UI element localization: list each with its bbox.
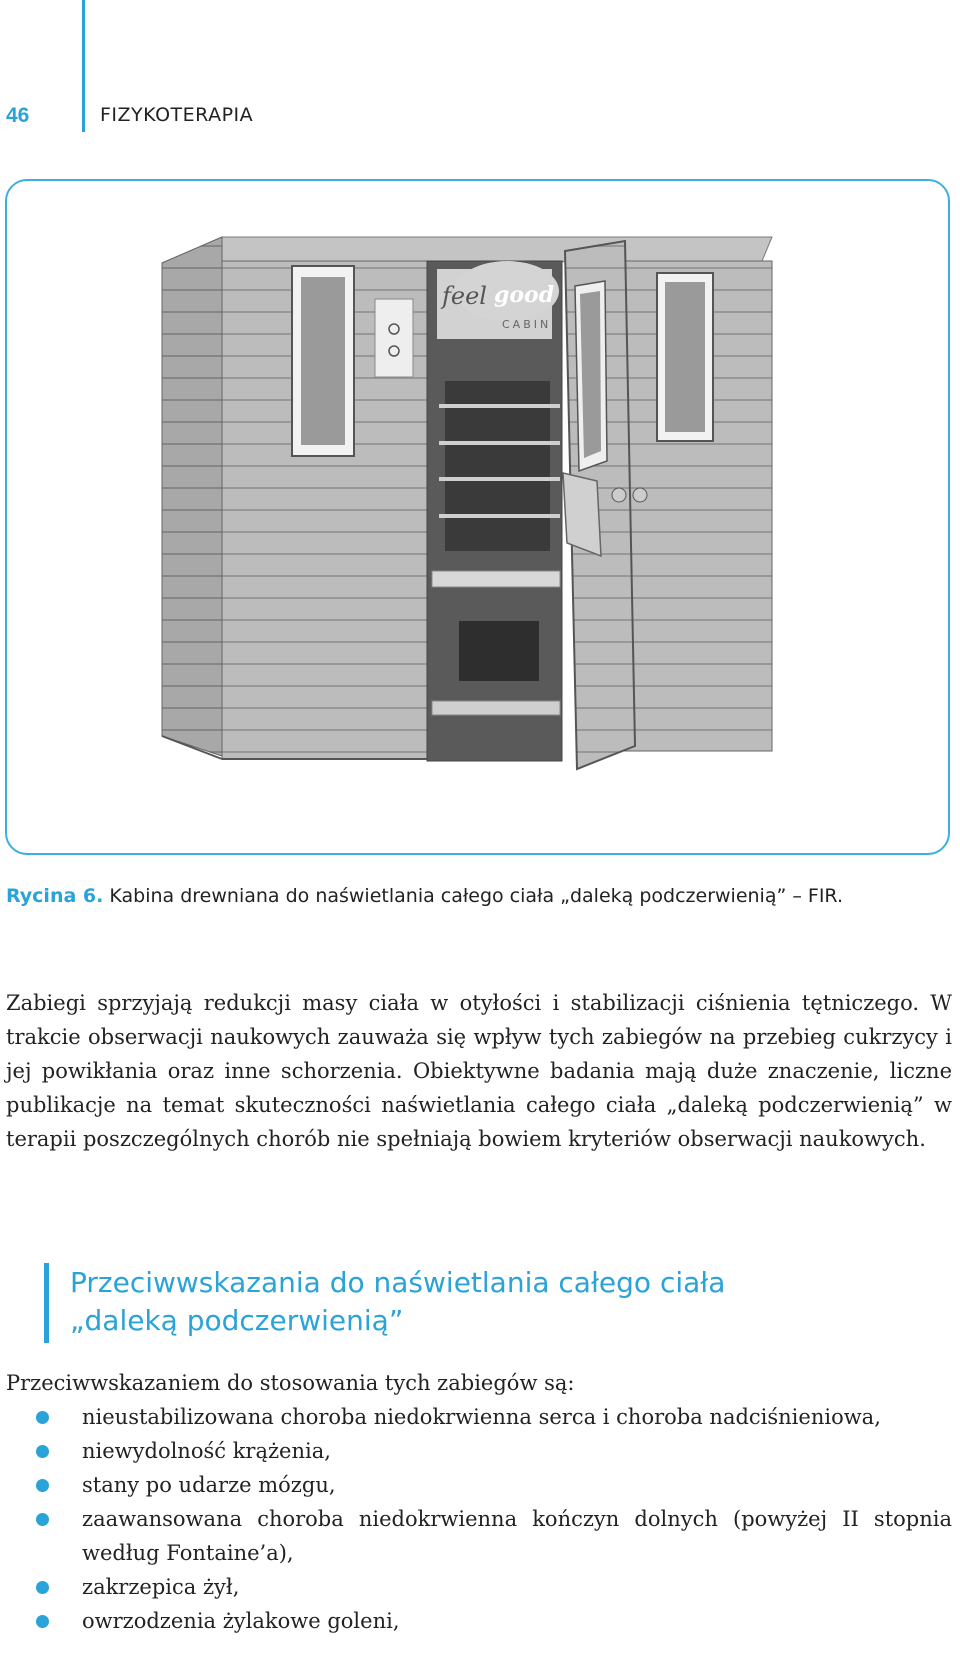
running-head: FIZYKOTERAPIA: [100, 104, 254, 126]
sauna-cabin-illustration: [7, 181, 950, 855]
list-item-text: zaawansowana choroba niedokrwienna kończyn dolnych (powyżej II stopnia według Fontaine’a),: [82, 1507, 952, 1565]
cabin-side-wall: [162, 237, 222, 756]
caption-text: Kabina drewniana do naświetlania całego ciała „daleką podczerwienią” – FIR.: [103, 885, 843, 907]
list-item-text: stany po udarze mózgu,: [82, 1473, 336, 1497]
bullet-icon: [36, 1445, 49, 1458]
body-paragraph: Zabiegi sprzyjają redukcji masy ciała w otyłości i stabilizacji ciśnienia tętniczego. W trakcie obserwacji naukowych zauważa się wpływ tych zabiegów na przebieg cukrzycy i jej powikłania oraz inne schorzenia. Obiektywne badania mają duże znaczenie, liczne publikacje na temat skuteczności naświetlania całego ciała „daleką podczerwienią” w terapii poszczególnych chorób nie spełniają bowiem kryteriów obserwacji naukowych.: [6, 991, 952, 1151]
contraindications-list: [6, 1400, 952, 1638]
list-item-text: niewydolność krążenia,: [82, 1439, 331, 1463]
magazine-rack: [563, 473, 601, 556]
caption-label: Rycina 6.: [6, 885, 104, 907]
list-item-text: nieustabilizowana choroba niedokrwienna serca i choroba nadciśnieniowa,: [82, 1405, 881, 1429]
list-intro: Przeciwwskazaniem do stosowania tych zabiegów są:: [6, 1371, 575, 1395]
page-number: 46: [6, 104, 30, 127]
header-rule: [82, 0, 85, 132]
brand-logo-cabin: CABIN: [502, 318, 552, 331]
list-item: [6, 1400, 952, 1434]
heading-accent-bar: [44, 1263, 49, 1343]
list-item-text: zakrzepica żył,: [82, 1575, 240, 1599]
brand-logo-good: good: [494, 282, 555, 308]
bullet-icon: [36, 1479, 49, 1492]
brand-logo-feel: feel: [442, 282, 487, 310]
door-handle: [612, 488, 626, 502]
section-heading-line-2: „daleką podczerwienią”: [70, 1304, 404, 1337]
list-item: [6, 1502, 952, 1570]
control-panel: [375, 299, 413, 377]
list-item: [6, 1468, 952, 1502]
bullet-icon: [36, 1615, 49, 1628]
figure-caption: [6, 885, 946, 907]
bullet-icon: [36, 1513, 49, 1526]
section-heading-line-1: Przeciwwskazania do naświetlania całego ciała: [70, 1266, 726, 1299]
list-item: [6, 1434, 952, 1468]
bullet-icon: [36, 1411, 49, 1424]
list-item: [6, 1570, 952, 1604]
section-heading: [70, 1264, 930, 1340]
list-item-text: owrzodzenia żylakowe goleni,: [82, 1609, 400, 1633]
figure-frame: [5, 179, 950, 855]
list-item: [6, 1604, 952, 1638]
bullet-icon: [36, 1581, 49, 1594]
